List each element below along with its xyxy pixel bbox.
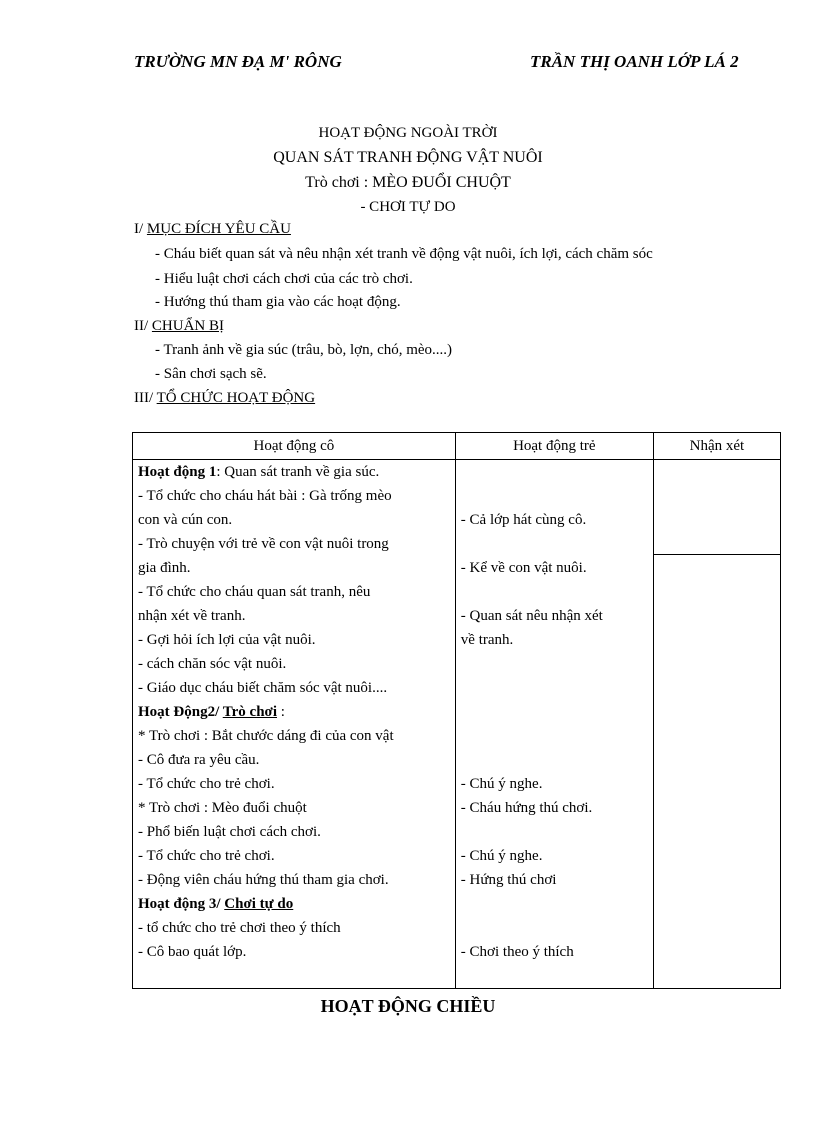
activity-1-label: Hoạt động 1 bbox=[138, 464, 217, 480]
teacher-line: - Gợi hỏi ích lợi của vật nuôi. bbox=[138, 632, 316, 648]
activity-3-label: Hoạt động 3/ bbox=[138, 896, 225, 912]
activity-2-label: Hoạt Động2/ bbox=[138, 704, 223, 720]
section-1-item: - Hiểu luật chơi cách chơi của các trò chơi. bbox=[155, 271, 413, 287]
child-line bbox=[456, 460, 653, 484]
teacher-line: - Phổ biến luật chơi cách chơi. bbox=[138, 824, 321, 840]
teacher-line: - Trò chuyện với trẻ về con vật nuôi trong bbox=[138, 536, 389, 552]
teacher-line: - tổ chức cho trẻ chơi theo ý thích bbox=[138, 920, 341, 936]
child-line: - Cả lớp hát cùng cô. bbox=[460, 512, 587, 528]
section-1-item: - Hướng thú tham gia vào các hoạt động. bbox=[155, 294, 401, 310]
teacher-line: - Tổ chức cho trẻ chơi. bbox=[138, 848, 275, 864]
afternoon-activity-heading: HOẠT ĐỘNG CHIỀU bbox=[320, 996, 496, 1016]
section-1-item: - Cháu biết quan sát và nêu nhận xét tranh về động vật nuôi, ích lợi, cách chăm sóc bbox=[155, 246, 653, 262]
teacher-line: - cách chăn sóc vật nuôi. bbox=[138, 656, 287, 672]
title-line-2: QUAN SÁT TRANH ĐỘNG VẬT NUÔI bbox=[273, 149, 543, 166]
col-header-child: Hoạt động trẻ bbox=[455, 433, 653, 460]
child-line bbox=[456, 484, 653, 508]
child-line bbox=[456, 964, 653, 988]
teacher-line: - Tổ chức cho cháu hát bài : Gà trống mèo bbox=[138, 488, 392, 504]
child-line: - Kể về con vật nuôi. bbox=[460, 560, 587, 576]
teacher-line: * Trò chơi : Mèo đuổi chuột bbox=[138, 800, 307, 816]
section-3-prefix: III/ bbox=[134, 390, 157, 406]
child-line: về tranh. bbox=[460, 632, 514, 648]
section-2-item: - Sân chơi sạch sẽ. bbox=[155, 366, 267, 382]
child-line: - Chú ý nghe. bbox=[460, 776, 543, 792]
child-line: - Chơi theo ý thích bbox=[460, 944, 574, 960]
activity-table bbox=[132, 432, 781, 989]
notes-divider bbox=[654, 460, 780, 555]
child-line bbox=[456, 724, 653, 748]
activity-3-heading bbox=[133, 892, 455, 916]
child-line bbox=[456, 580, 653, 604]
section-3-title: TỔ CHỨC HOẠT ĐỘNG bbox=[156, 390, 316, 406]
teacher-class: TRẦN THỊ OANH LỚP LÁ 2 bbox=[530, 52, 739, 71]
teacher-activities-cell bbox=[133, 460, 456, 989]
child-line bbox=[456, 676, 653, 700]
col-header-teacher: Hoạt động cô bbox=[133, 433, 456, 460]
title-line-4: - CHƠI TỰ DO bbox=[360, 199, 456, 215]
teacher-line: * Trò chơi : Bắt chước dáng đi của con vật bbox=[138, 728, 394, 744]
child-activities-cell bbox=[455, 460, 653, 989]
section-2-prefix: II/ bbox=[134, 318, 152, 334]
section-1-heading bbox=[134, 221, 291, 238]
child-line bbox=[456, 748, 653, 772]
child-line bbox=[456, 700, 653, 724]
col-header-notes: Nhận xét bbox=[653, 433, 780, 460]
activity-2-title: Trò chơi bbox=[222, 704, 278, 720]
section-2-title: CHUẨN BỊ bbox=[151, 318, 225, 334]
child-line: - Chú ý nghe. bbox=[460, 848, 543, 864]
child-line bbox=[456, 916, 653, 940]
teacher-line: - Tổ chức cho cháu quan sát tranh, nêu bbox=[138, 584, 371, 600]
section-2-item: - Tranh ảnh về gia súc (trâu, bò, lợn, chó, mèo....) bbox=[155, 342, 453, 358]
activity-1-heading bbox=[133, 460, 455, 484]
teacher-line: - Tổ chức cho trẻ chơi. bbox=[138, 776, 275, 792]
section-1-prefix: I/ bbox=[134, 221, 147, 237]
child-line bbox=[456, 652, 653, 676]
title-line-1: HOẠT ĐỘNG NGOÀI TRỜI bbox=[318, 125, 498, 141]
child-line: - Quan sát nêu nhận xét bbox=[460, 608, 603, 624]
notes-cell bbox=[653, 460, 780, 989]
child-line: - Cháu hứng thú chơi. bbox=[460, 800, 593, 816]
table-header-row bbox=[133, 433, 781, 460]
section-1-title: MỤC ĐÍCH YÊU CẦU bbox=[146, 221, 291, 237]
child-line bbox=[456, 532, 653, 556]
child-line bbox=[456, 892, 653, 916]
child-line bbox=[456, 820, 653, 844]
activity-1-title: : Quan sát tranh về gia súc. bbox=[216, 464, 380, 480]
activity-3-title: Chơi tự do bbox=[224, 896, 294, 912]
teacher-line: nhận xét về tranh. bbox=[138, 608, 246, 624]
table-body-row bbox=[133, 460, 781, 989]
title-line-3: Trò chơi : MÈO ĐUỔI CHUỘT bbox=[305, 174, 511, 191]
teacher-line: - Cô bao quát lớp. bbox=[138, 944, 247, 960]
teacher-line: - Giáo dục cháu biết chăm sóc vật nuôi.... bbox=[138, 680, 388, 696]
section-2-heading bbox=[134, 318, 224, 335]
teacher-line: - Động viên cháu hứng thú tham gia chơi. bbox=[138, 872, 389, 888]
school-name: TRƯỜNG MN ĐẠ M' RÔNG bbox=[134, 52, 342, 71]
activity-2-heading bbox=[133, 700, 455, 724]
teacher-line: con và cún con. bbox=[138, 512, 233, 528]
activity-2-suffix: : bbox=[277, 704, 285, 720]
child-line: - Hứng thú chơi bbox=[460, 872, 557, 888]
teacher-line: gia đình. bbox=[138, 560, 191, 576]
teacher-line: - Cô đưa ra yêu cầu. bbox=[138, 752, 260, 768]
section-3-heading bbox=[134, 390, 315, 407]
